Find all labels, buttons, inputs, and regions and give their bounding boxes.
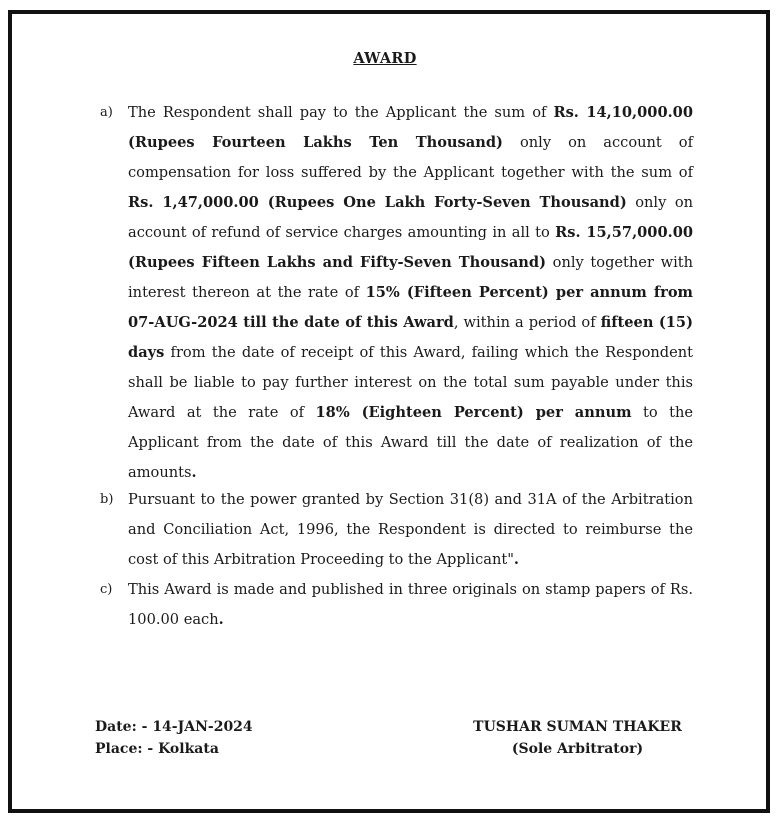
arbitrator-name: TUSHAR SUMAN THAKER <box>473 719 682 735</box>
date-place-block <box>95 716 253 760</box>
list-marker-c: c) <box>100 582 113 597</box>
bold-text-segment: . <box>513 551 520 568</box>
list-marker-b: b) <box>100 492 114 507</box>
place-line: Place: - Kolkata <box>95 741 219 757</box>
award-clause-c <box>128 575 693 635</box>
list-marker-a: a) <box>100 105 113 120</box>
document-title: AWARD <box>353 50 417 67</box>
signature-block <box>440 716 715 760</box>
arbitrator-role: (Sole Arbitrator) <box>511 741 644 757</box>
bold-text-segment: Rs. 15,57,000.00 (Rupees Fifteen Lakhs and Fifty-Seven Thousand) <box>128 224 693 271</box>
bold-text-segment: Rs. 14,10,000.00 (Rupees Fourteen Lakhs Ten Thousand) <box>128 104 693 151</box>
text-segment: to the Applicant from the date of this Award till the date of realization of the amounts <box>128 404 693 481</box>
text-segment: This Award is made and published in three originals on stamp papers of Rs. 100.00 each <box>128 581 693 628</box>
date-line: Date: - 14-JAN-2024 <box>95 719 253 735</box>
award-clause-a <box>128 98 693 488</box>
text-segment: only on account of compensation for loss suffered by the Applicant together with the sum of <box>128 134 693 181</box>
bold-text-segment: 18% (Eighteen Percent) per annum <box>315 404 632 421</box>
text-segment: only together with interest thereon at the rate of <box>128 254 693 301</box>
bold-text-segment: 15% (Fifteen Percent) per annum from 07-AUG-2024 till the date of this Award <box>128 284 693 331</box>
bold-text-segment: Rs. 1,47,000.00 (Rupees One Lakh Forty-Seven Thousand) <box>128 194 627 211</box>
text-segment: only on account of refund of service charges amounting in all to <box>128 194 693 241</box>
bold-text-segment: . <box>218 611 224 628</box>
text-segment: The Respondent shall pay to the Applicant the sum of <box>128 104 554 121</box>
text-segment: , within a period of <box>453 314 601 331</box>
bold-text-segment: . <box>191 464 197 481</box>
text-segment: Pursuant to the power granted by Section 31(8) and 31A of the Arbitration and Conciliation Act, 1996, the Respondent is directed to reimburse the cost of this Arbitration Proceeding to the Applicant" <box>128 491 693 568</box>
text-segment: from the date of receipt of this Award, failing which the Respondent shall be liable to pay further interest on the total sum payable under this Award at the rate of <box>128 344 693 421</box>
award-clause-b <box>128 485 693 575</box>
bold-text-segment: fifteen (15) days <box>128 314 693 361</box>
